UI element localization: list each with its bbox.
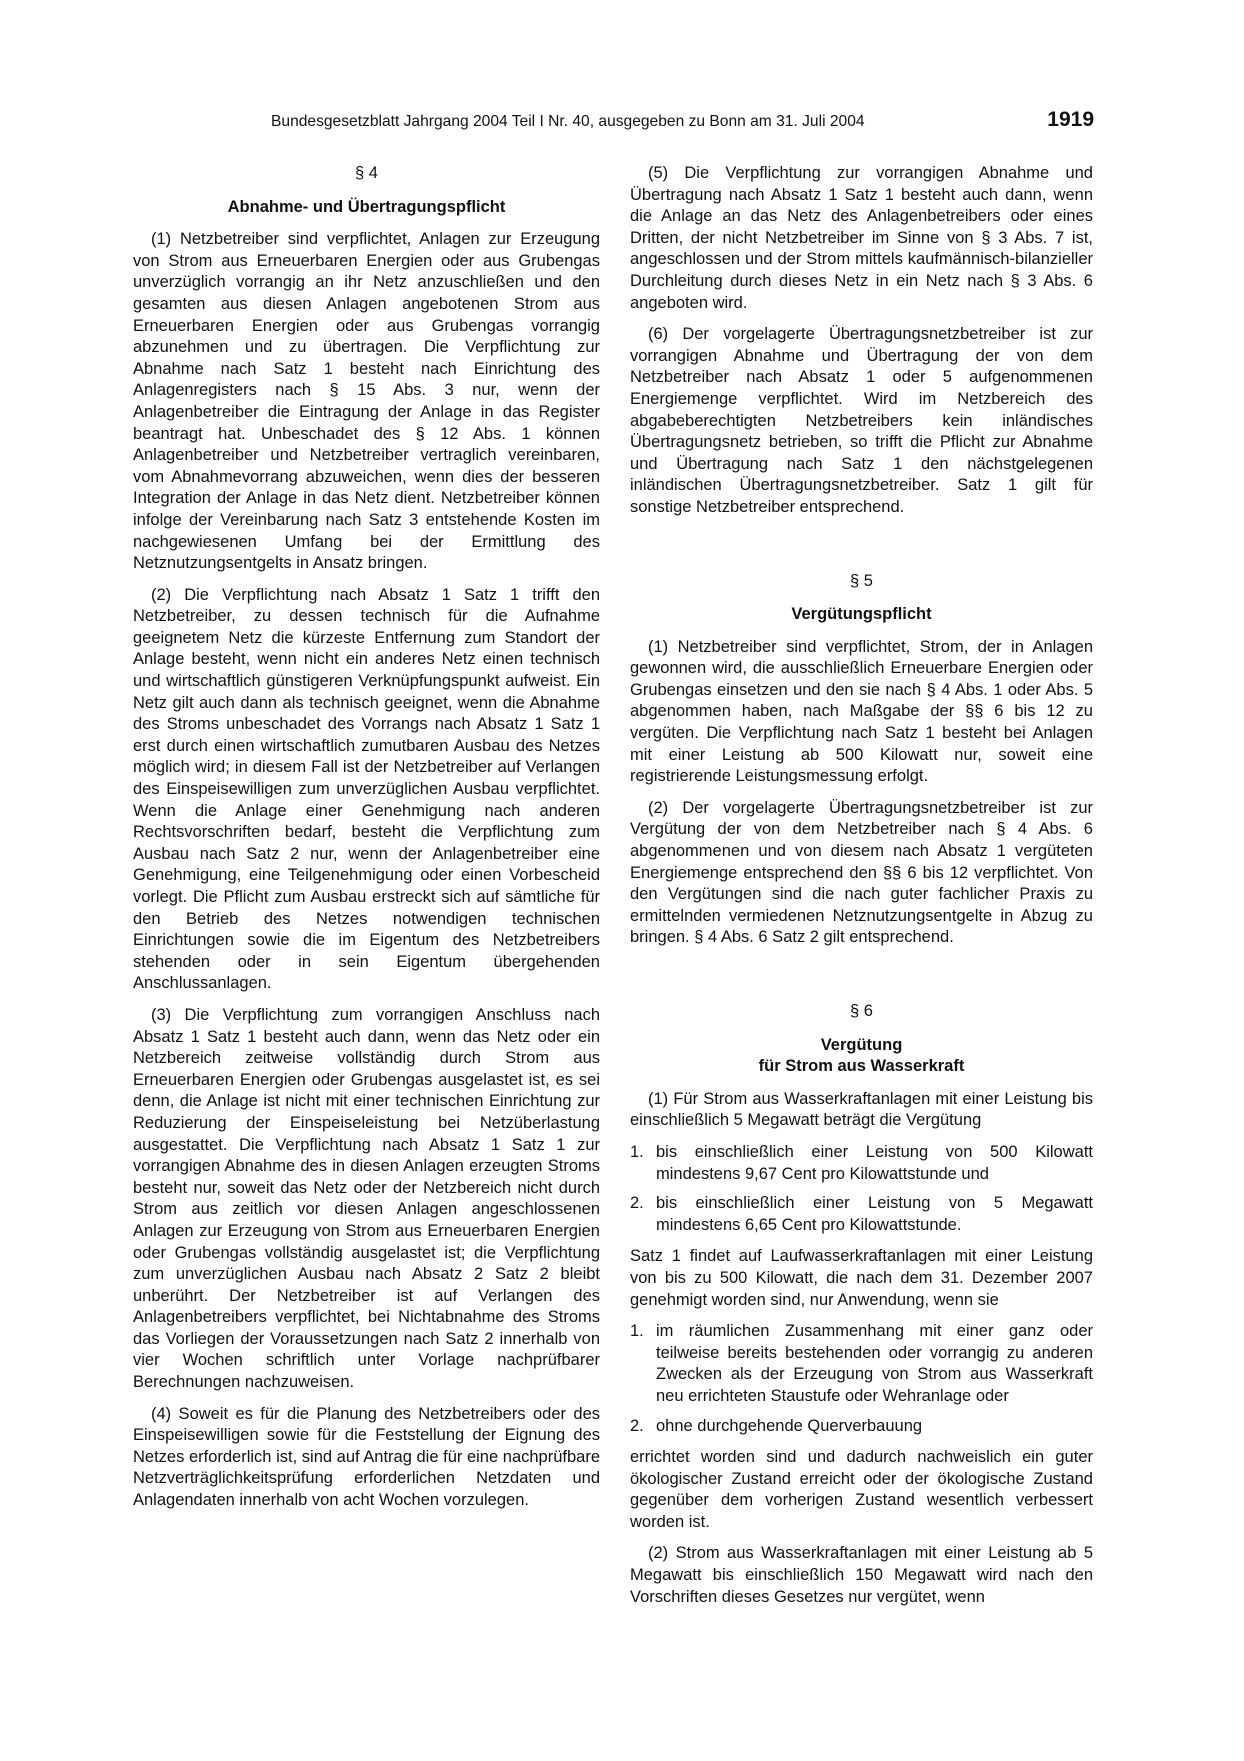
- section-6-paragraph-1-conclusion: errichtet worden sind und dadurch nachweislich ein guter ökologischer Zustand erreicht oder der ökologische Zustand gegenüber dem vorherigen Zustand wesentlich verbessert worden ist.: [630, 1448, 1093, 1531]
- section-4-title: Abnahme- und Übertragungspflicht: [227, 197, 506, 216]
- left-column: [133, 163, 600, 1522]
- list-item: [630, 1142, 1093, 1185]
- page-number: 1919: [1047, 108, 1094, 131]
- section-6-paragraph-2: (2) Strom aus Wasserkraftanlagen mit einer Leistung ab 5 Megawatt bis einschließlich 150 Megawatt wird nach den Vorschriften dieses Gesetzes nur vergütet, wenn: [630, 1544, 1093, 1606]
- right-column: [630, 163, 1093, 1618]
- running-head: Bundesgesetzblatt Jahrgang 2004 Teil I Nr. 40, ausgegeben zu Bonn am 31. Juli 2004: [271, 113, 865, 130]
- section-5-number: § 5: [850, 571, 873, 590]
- list-item: [630, 1416, 1093, 1438]
- section-6-title: [630, 1035, 1093, 1078]
- list-item-number: 1.: [630, 1322, 644, 1341]
- section-6-list-1: [630, 1142, 1093, 1236]
- section-6-paragraph-1-continued: Satz 1 findet auf Laufwasserkraftanlagen mit einer Leistung von bis zu 500 Kilowatt, die nach dem 31. Dezember 2007 genehmigt worden sind, nur Anwendung, wenn sie: [630, 1247, 1093, 1309]
- section-4-paragraph-2: (2) Die Verpflichtung nach Absatz 1 Satz 1 trifft den Netzbetreiber, zu dessen technisch für die Aufnahme geeignetem Netz die kürzeste Entfernung zum Standort der Anlage besteht, wenn nicht ein anderes Netz einen technisch und wirtschaftlich günstigeren Verknüpfungspunkt aufweist. Ein Netz gilt auch dann als technisch geeignet, wenn die Abnahme des Stroms unbeschadet des Vorrangs nach Absatz 1 Satz 1 erst durch einen wirtschaftlich zumutbaren Ausbau des Netzes möglich wird; in diesem Fall ist der Netzbetreiber auf Verlangen des Einspeisewilligen zum unverzüglichen Ausbau verpflichtet. Wenn die Anlage einer Genehmigung nach anderen Rechtsvorschriften bedarf, besteht die Verpflichtung zum Ausbau nach Satz 2 nur, wenn der Anlagenbetreiber eine Genehmigung, eine Teilgenehmigung oder einen Vorbescheid vorlegt. Die Pflicht zum Ausbau erstreckt sich auf sämtliche für den Betrieb des Netzes notwendigen technischen Einrichtungen sowie die im Eigentum des Netzbetreibers stehenden oder in sein Eigentum übergehenden Anschlussanlagen.: [133, 585, 600, 993]
- section-4-paragraph-5: (5) Die Verpflichtung zur vorrangigen Abnahme und Übertragung nach Absatz 1 Satz 1 besteht auch dann, wenn die Anlage an das Netz des Anlagenbetreibers oder eines Dritten, der nicht Netzbetreiber im Sinne von § 3 Abs. 7 ist, angeschlossen und der Strom mittels kaufmännisch-bilanzieller Durchleitung durch dieses Netz in ein Netz nach § 3 Abs. 6 angeboten wird.: [630, 164, 1093, 312]
- section-4-paragraph-3: (3) Die Verpflichtung zum vorrangigen Anschluss nach Absatz 1 Satz 1 besteht auch dann, wenn das Netz oder ein Netzbereich zeitweise vollständig durch Strom aus Erneuerbaren Energien oder Grubengas ausgelastet ist, es sei denn, die Anlage ist nicht mit einer technischen Einrichtung zur Reduzierung der Einspeiseleistung bei Netzüberlastung ausgestattet. Die Verpflichtung nach Absatz 1 Satz 1 zur vorrangigen Abnahme des in diesen Anlagen erzeugten Stroms besteht nur, soweit das Netz oder der Netzbereich nicht durch Strom aus zeitlich vor diesen Anlagen angeschlossenen Anlagen zur Erzeugung von Strom aus Erneuerbaren Energien oder Grubengas vollständig ausgelastet ist; die Verpflichtung zum unverzüglichen Ausbau nach Absatz 2 Satz 2 bleibt unberührt. Der Netzbetreiber ist auf Verlangen des Anlagenbetreibers verpflichtet, bei Nichtabnahme des Stroms das Vorliegen der Voraussetzungen nach Satz 2 innerhalb von vier Wochen schriftlich unter Vorlage nachprüfbarer Berechnungen nachzuweisen.: [133, 1005, 600, 1392]
- section-6-number: § 6: [850, 1002, 873, 1020]
- list-item-number: 2.: [630, 1194, 644, 1213]
- section-5-paragraph-2: (2) Der vorgelagerte Übertragungsnetzbetreiber ist zur Vergütung der von dem Netzbetreiber nach § 4 Abs. 6 abgenommenen und von diesem nach Absatz 1 vergüteten Energiemenge entsprechend den §§ 6 bis 12 verpflichtet. Von den Vergütungen sind die nach guter fachlicher Praxis zu ermittelnden vermiedenen Netznutzungsentgelte in Abzug zu bringen. § 4 Abs. 6 Satz 2 gilt entsprechend.: [630, 798, 1093, 947]
- list-item-text: bis einschließlich einer Leistung von 5 Megawatt mindestens 6,65 Cent pro Kilowattstunde.: [656, 1194, 1093, 1234]
- list-item-text: ohne durchgehende Querverbauung: [656, 1416, 923, 1435]
- list-item-number: 2.: [630, 1416, 644, 1435]
- section-4-paragraph-4: (4) Soweit es für die Planung des Netzbetreibers oder des Einspeisewilligen sowie für die Feststellung der Eignung des Netzes erforderlich ist, sind auf Antrag die für eine nachprüfbare Netzverträglichkeitsprüfung erforderlichen Netzdaten und Anlagendaten innerhalb von acht Wochen vorzulegen.: [133, 1404, 600, 1510]
- section-4-paragraph-6: (6) Der vorgelagerte Übertragungsnetzbetreiber ist zur vorrangigen Abnahme und Übertragung der von dem Netzbetreiber nach Absatz 1 oder 5 aufgenommenen Energiemenge verpflichtet. Wird im Netzbereich des abgabeberechtigten Netzbetreibers kein inländisches Übertragungsnetz betrieben, so trifft die Pflicht zur Abnahme und Übertragung nach Satz 1 den nächstgelegenen inländischen Übertragungsnetzbetreiber. Satz 1 gilt für sonstige Netzbetreiber entsprechend.: [630, 325, 1093, 516]
- section-spacer: [630, 529, 1093, 571]
- section-6-title-line-2: für Strom aus Wasserkraft: [758, 1057, 965, 1076]
- section-6-paragraph-1: (1) Für Strom aus Wasserkraftanlagen mit einer Leistung bis einschließlich 5 Megawatt beträgt die Vergütung: [630, 1089, 1093, 1130]
- list-item: [630, 1321, 1093, 1407]
- list-item-text: bis einschließlich einer Leistung von 500 Kilowatt mindestens 9,67 Cent pro Kilowattstunde und: [656, 1142, 1093, 1183]
- page-header: [134, 108, 1094, 136]
- section-5-title: Vergütungspflicht: [791, 605, 932, 624]
- section-spacer: [630, 959, 1093, 1001]
- section-6-list-2: [630, 1321, 1093, 1437]
- section-5-paragraph-1: (1) Netzbetreiber sind verpflichtet, Strom, der in Anlagen gewonnen wird, die ausschließlich Erneuerbare Energien oder Grubengas einsetzen und den sie nach § 4 Abs. 1 oder Abs. 5 abgenommen haben, nach Maßgabe der §§ 6 bis 12 zu vergüten. Die Verpflichtung nach Satz 1 besteht bei Anlagen mit einer Leistung ab 500 Kilowatt nur, soweit eine registrierende Leistungsmessung erfolgt.: [630, 637, 1093, 786]
- list-item-text: im räumlichen Zusammenhang mit einer ganz oder teilweise bereits bestehenden oder vorrangig zu anderen Zwecken als der Erzeugung von Strom aus Wasserkraft neu errichteten Staustufe oder Wehranlage oder: [656, 1322, 1093, 1405]
- section-4-paragraph-1: (1) Netzbetreiber sind verpflichtet, Anlagen zur Erzeugung von Strom aus Erneuerbaren Energien oder aus Grubengas unverzüglich vorrangig an ihr Netz anzuschließen und den gesamten aus diesen Anlagen angebotenen Strom aus Erneuerbaren Energien oder aus Grubengas vorrangig abzunehmen und zu übertragen. Die Verpflichtung zur Abnahme nach Satz 1 besteht nach Einrichtung des Anlagenregisters nach § 15 Abs. 3 nur, wenn der Anlagenbetreiber die Eintragung der Anlage in das Register beantragt hat. Unbeschadet des § 12 Abs. 1 können Anlagenbetreiber und Netzbetreiber vertraglich vereinbaren, vom Abnahmevorrang abzuweichen, wenn dies der besseren Integration der Anlage in das Netz dient. Netzbetreiber können infolge der Vereinbarung nach Satz 3 entstehende Kosten im nachgewiesenen Umfang bei der Ermittlung des Netznutzungsentgelts in Ansatz bringen.: [133, 230, 600, 573]
- list-item-number: 1.: [630, 1142, 644, 1161]
- list-item: [630, 1193, 1093, 1236]
- section-6-title-line-1: Vergütung: [820, 1035, 903, 1054]
- section-4-number: § 4: [355, 164, 378, 182]
